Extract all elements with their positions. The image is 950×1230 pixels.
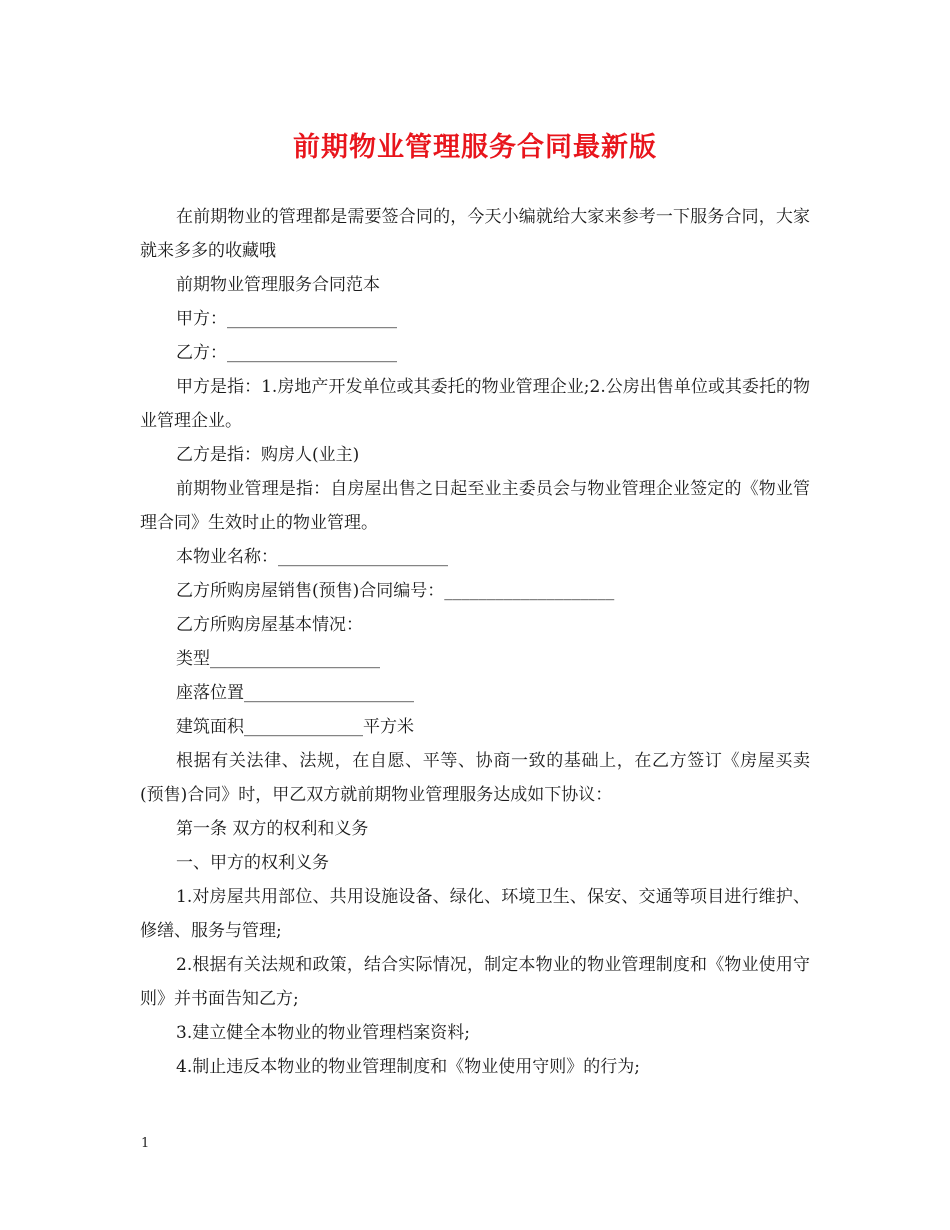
intro-paragraph: 在前期物业的管理都是需要签合同的，今天小编就给大家来参考一下服务合同，大家就来多多的收藏哦	[140, 207, 810, 261]
house-type-line: 类型____________________	[176, 649, 380, 669]
party-a-definition: 甲方是指：1.房地产开发单位或其委托的物业管理企业;2.公房出售单位或其委托的物业管理企业。	[140, 377, 810, 431]
page-number: 1	[141, 1136, 150, 1151]
party-a-rights-heading: 一、甲方的权利义务	[176, 853, 329, 873]
document-body	[140, 200, 810, 1084]
party-a-line: 甲方：____________________	[176, 309, 397, 329]
agreement-preamble: 根据有关法律、法规，在自愿、平等、协商一致的基础上，在乙方签订《房屋买卖(预售)合同》时，甲乙双方就前期物业管理服务达成如下协议：	[140, 751, 810, 805]
document-title: 前期物业管理服务合同最新版	[293, 132, 657, 163]
clause-4: 4.制止违反本物业的物业管理制度和《物业使用守则》的行为;	[176, 1057, 640, 1077]
article-one-heading: 第一条 双方的权利和义务	[176, 819, 369, 839]
property-name-line: 本物业名称：____________________	[176, 547, 448, 567]
clause-1: 1.对房屋共用部位、共用设施设备、绿化、环境卫生、保安、交通等项目进行维护、修缮、服务与管理;	[140, 887, 810, 941]
party-b-definition: 乙方是指：购房人(业主)	[176, 445, 360, 465]
clause-2: 2.根据有关法规和政策，结合实际情况，制定本物业的物业管理制度和《物业使用守则》并书面告知乙方;	[140, 955, 810, 1009]
management-definition: 前期物业管理是指：自房屋出售之日起至业主委员会与物业管理企业签定的《物业管理合同》生效时止的物业管理。	[140, 479, 810, 533]
house-info-heading: 乙方所购房屋基本情况：	[176, 615, 363, 635]
clause-3: 3.建立健全本物业的物业管理档案资料;	[176, 1023, 470, 1043]
house-location-line: 座落位置____________________	[176, 683, 414, 703]
building-area-line: 建筑面积______________平方米	[176, 717, 414, 737]
sales-contract-number-line: 乙方所购房屋销售(预售)合同编号：____________________	[176, 581, 615, 601]
contract-template-heading: 前期物业管理服务合同范本	[176, 275, 380, 295]
party-b-line: 乙方：____________________	[176, 343, 397, 363]
